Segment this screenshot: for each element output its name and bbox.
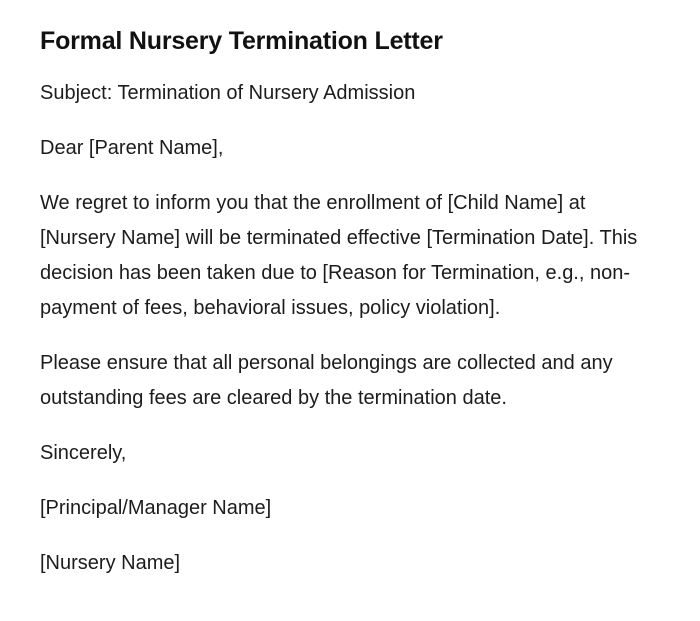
letter-closing: Sincerely,: [40, 442, 127, 464]
letter-body-paragraph-2: Please ensure that all personal belongings are collected and any outstanding fees are cleared by the termination date.: [40, 352, 613, 409]
letter-salutation: Dear [Parent Name],: [40, 137, 224, 159]
signature-name: [Principal/Manager Name]: [40, 497, 272, 519]
letter-body-paragraph-1: We regret to inform you that the enrollment of [Child Name] at [Nursery Name] will be terminated effective [Termination Date]. This decision has been taken due to [Reason for Termination, e.g., non-payment of fees, behavioral issues, policy violation].: [40, 192, 638, 319]
signature-organization: [Nursery Name]: [40, 552, 181, 574]
letter: [40, 24, 660, 601]
letter-subject: Subject: Termination of Nursery Admission: [40, 82, 416, 104]
letter-title: Formal Nursery Termination Letter: [40, 27, 443, 55]
